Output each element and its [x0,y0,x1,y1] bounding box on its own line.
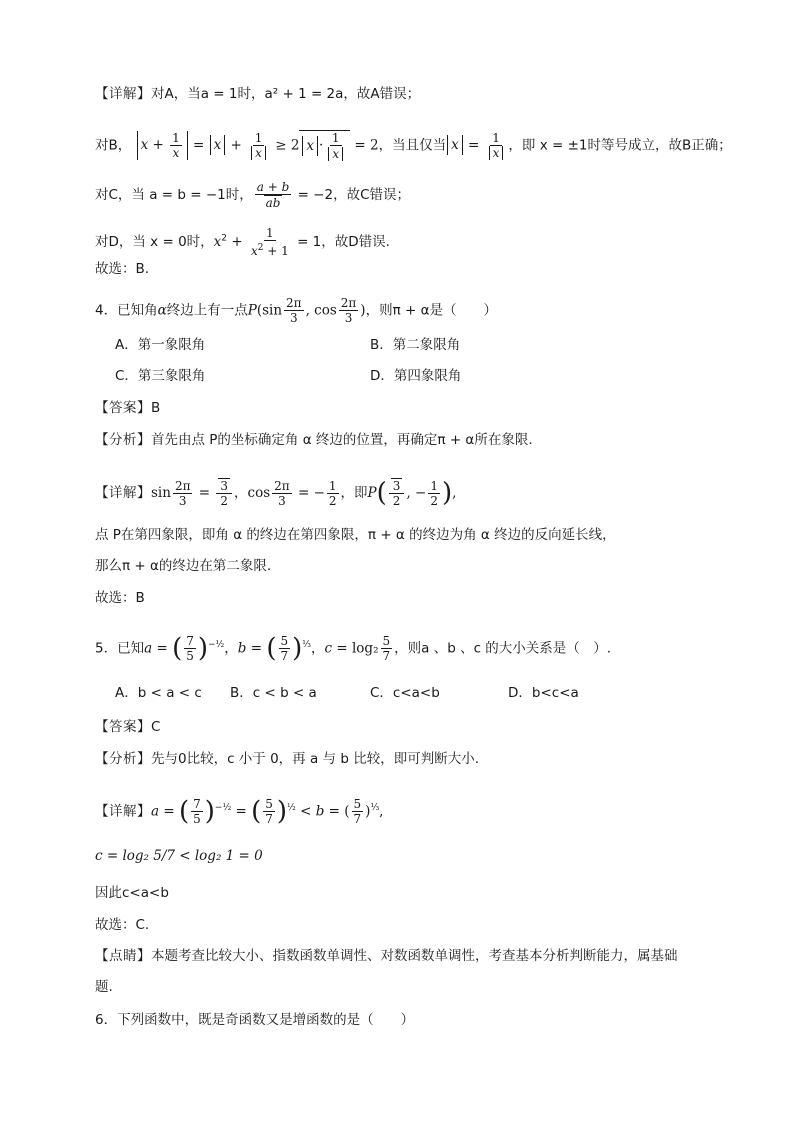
q4-stem: 4．已知角α终边上有一点P(sin $\frac{2\pi}{3}$ , cos $\frac{2\pi}{3}$ )，则π + α是（ ） [95,296,497,325]
q5-comment: 【点睛】本题考查比较大小、指数函数单调性、对数函数单调性，考查基本分析判断能力，属基础 [95,948,678,964]
q4-analysis: 【分析】首先由点 P的坐标确定角 α 终边的位置，再确定π + α所在象限. [95,432,533,448]
q3-line-d-suffix: = 1，故D错误. [292,234,390,250]
q4-option-b: B．第二象限角 [370,337,461,353]
q5-option-a: A．b < a < c [115,685,202,701]
q6-stem: 6．下列函数中，既是奇函数又是增函数的是（ ） [95,1012,415,1028]
q3-line-c-suffix: = −2，故C错误； [293,187,411,203]
q5-choice: 故选：C. [95,917,150,933]
q3-line-a: 对A，当a = 1时，a² + 1 = 2a，故A错误； [151,86,421,102]
q4-line2: 点 P在第四象限，即角 α 的终边在第四象限，π + α 的终边为角 α 终边的反向延长线， [95,527,616,543]
q3-choice: 故选：B. [95,261,150,277]
q5-option-b: B．c < b < a [230,685,317,701]
q4-option-d: D．第四象限角 [370,368,462,384]
sqrt-expression: x · $\frac{1}{x}$ [299,130,350,161]
abs-x-plus-inverse: x + $\frac{1}{x}$ [137,131,188,160]
q5-analysis: 【分析】先与0比较，c 小于 0，再 a 与 b 比较，即可判断大小. [95,751,479,767]
q5-option-d: D．b<c<a [508,685,579,701]
q3-line-b-prefix: 对B， [95,137,132,154]
q5-comment-cont: 题. [95,979,113,995]
q5-therefore: 因此c<a<b [95,885,169,901]
q4-detail: 【详解】sin $\frac{2\pi}{3}$ = $\frac{3}{2}$ ，cos $\frac{2\pi}{3}$ = − $\frac{1}{2}$ ，即P( $\frac{3}{2}$ , − $\frac{1}{2}$ ), [95,478,457,508]
q5-line-c: c = log₂ 5/7 < log₂ 1 = 0 [95,848,263,864]
q3-line-d-prefix: 对D，当 x = 0时， [95,234,214,250]
q3-detail-b: 对B， x + $\frac{1}{x}$ = x + $\frac{1}{x}$ ≥ 2 x · $\frac{1}{x}$ = 2，当且仅当 x = $\frac{1}{x}$ ，即 x = ±1时等号成立，故B正确； [95,130,732,161]
q3-line-c-prefix: 对C，当 a = b = −1时， [95,187,253,203]
q3-detail-d: 对D，当 x = 0时，$x^2$ + $\frac{1}{x^2 + 1}$ = 1，故D错误. [95,226,390,258]
q4-answer: 【答案】B [95,400,161,416]
q3-line-b-suffix: ，当且仅当 [378,137,447,154]
q4-choice: 故选：B [95,590,145,606]
detail-tag: 【详解】 [95,86,151,102]
q5-detail: 【详解】a = ( $\frac{7}{5}$ )$^{-\frac{1}{2}}$ = ( $\frac{5}{7}$ )$^{\frac{1}{2}}$ < b = ( $\frac{5}{7}$ )$^{\frac{1}{3}}$, [95,796,384,827]
q5-answer: 【答案】C [95,719,161,735]
q4-line3: 那么π + α的终边在第二象限. [95,558,272,574]
q5-option-c: C．c<a<b [370,685,440,701]
q4-option-a: A．第一象限角 [115,337,206,353]
q5-stem: 5．已知a = ( $\frac{7}{5}$ )$^{-\frac{1}{2}}$，b = ( $\frac{5}{7}$ )$^{\frac{1}{3}}$，c = log₂ $\frac{5}{7}$ ，则a 、b 、c 的大小关系是（ ）. [95,633,612,664]
q4-option-c: C．第三象限角 [115,368,206,384]
q3-detail-a [95,84,420,104]
q3-line-b-end: ，即 x = ±1时等号成立，故B正确； [508,137,732,154]
q3-detail-c: 对C，当 a = b = −1时， $\frac{a + b}{ab}$ = −2，故C错误； [95,180,411,210]
